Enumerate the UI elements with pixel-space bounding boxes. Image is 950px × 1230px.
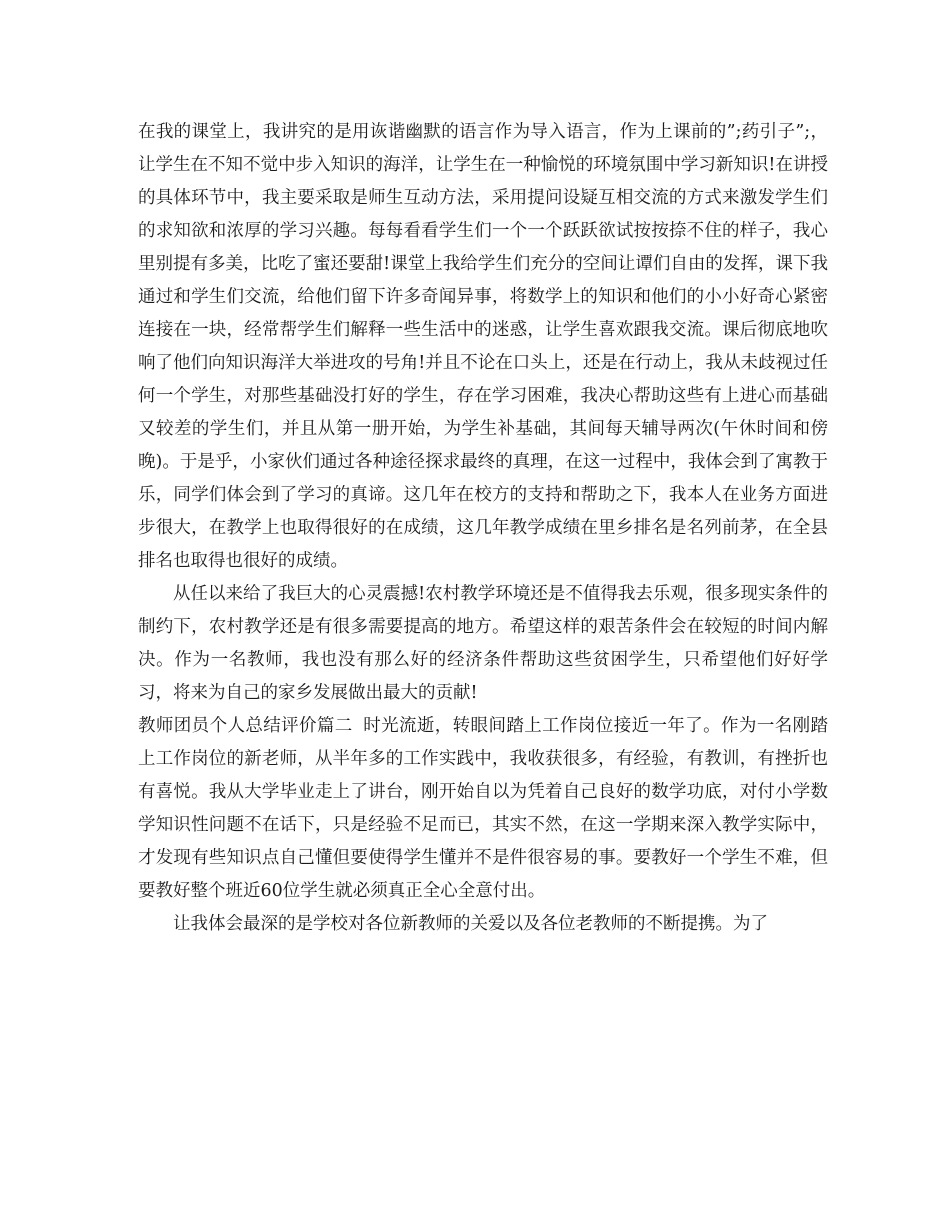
section-heading: 教师团员个人总结评价篇二 bbox=[138, 716, 353, 736]
paragraph-3 bbox=[138, 710, 828, 908]
document-body bbox=[138, 116, 828, 941]
paragraph-2: 从任以来给了我巨大的心灵震撼!农村教学环境还是不值得我去乐观，很多现实条件的制约下，农村教学还是有很多需要提高的地方。希望这样的艰苦条件会在较短的时间内解决。作为一名教师，我也没有那么好的经济条件帮助这些贫困学生，只希望他们好好学习，将来为自己的家乡发展做出最大的贡献! bbox=[138, 584, 828, 703]
paragraph-1: 在我的课堂上，我讲究的是用诙谐幽默的语言作为导入语言，作为上课前的”;药引子”;，让学生在不知不觉中步入知识的海洋，让学生在一种愉悦的环境氛围中学习新知识!在讲授的具体环节中，我主要采取是师生互动方法，采用提问设疑互相交流的方式来激发学生们的求知欲和浓厚的学习兴趣。每每看看学生们一个一个跃跃欲试按按捺不住的样子，我心里别提有多美，比吃了蜜还要甜!课堂上我给学生们充分的空间让谭们自由的发挥，课下我通过和学生们交流，给他们留下许多奇闻异事，将数学上的知识和他们的小小好奇心紧密连接在一块，经常帮学生们解释一些生活中的迷惑，让学生喜欢跟我交流。课后彻底地吹响了他们向知识海洋大举进攻的号角!并且不论在口头上，还是在行动上，我从未歧视过任何一个学生，对那些基础没打好的学生，存在学习困难，我决心帮助这些有上进心而基础又较差的学生们，并且从第一册开始，为学生补基础，其间每天辅导两次(午休时间和傍晚)。于是乎，小家伙们通过各种途径探求最终的真理，在这一过程中，我体会到了寓教于乐，同学们体会到了学习的真谛。这几年在校方的支持和帮助之下，我本人在业务方面进步很大，在教学上也取得很好的在成绩，这几年教学成绩在里乡排名是名列前茅，在全县排名也取得也很好的成绩。 bbox=[138, 122, 828, 571]
paragraph-3-text: 时光流逝，转眼间踏上工作岗位接近一年了。作为一名刚踏上工作岗位的新老师，从半年多的工作实践中，我收获很多，有经验，有教训，有挫折也有喜悦。我从大学毕业走上了讲台，刚开始自以为凭着自己良好的数学功底，对付小学数学知识性问题不在话下，只是经验不足而已，其实不然，在这一学期来深入教学实际中，才发现有些知识点自己懂但要使得学生懂并不是件很容易的事。要教好一个学生不难，但要教好整个班近60位学生就必须真正全心全意付出。 bbox=[138, 716, 828, 901]
paragraph-4: 让我体会最深的是学校对各位新教师的关爱以及各位老教师的不断提携。为了 bbox=[173, 914, 768, 934]
